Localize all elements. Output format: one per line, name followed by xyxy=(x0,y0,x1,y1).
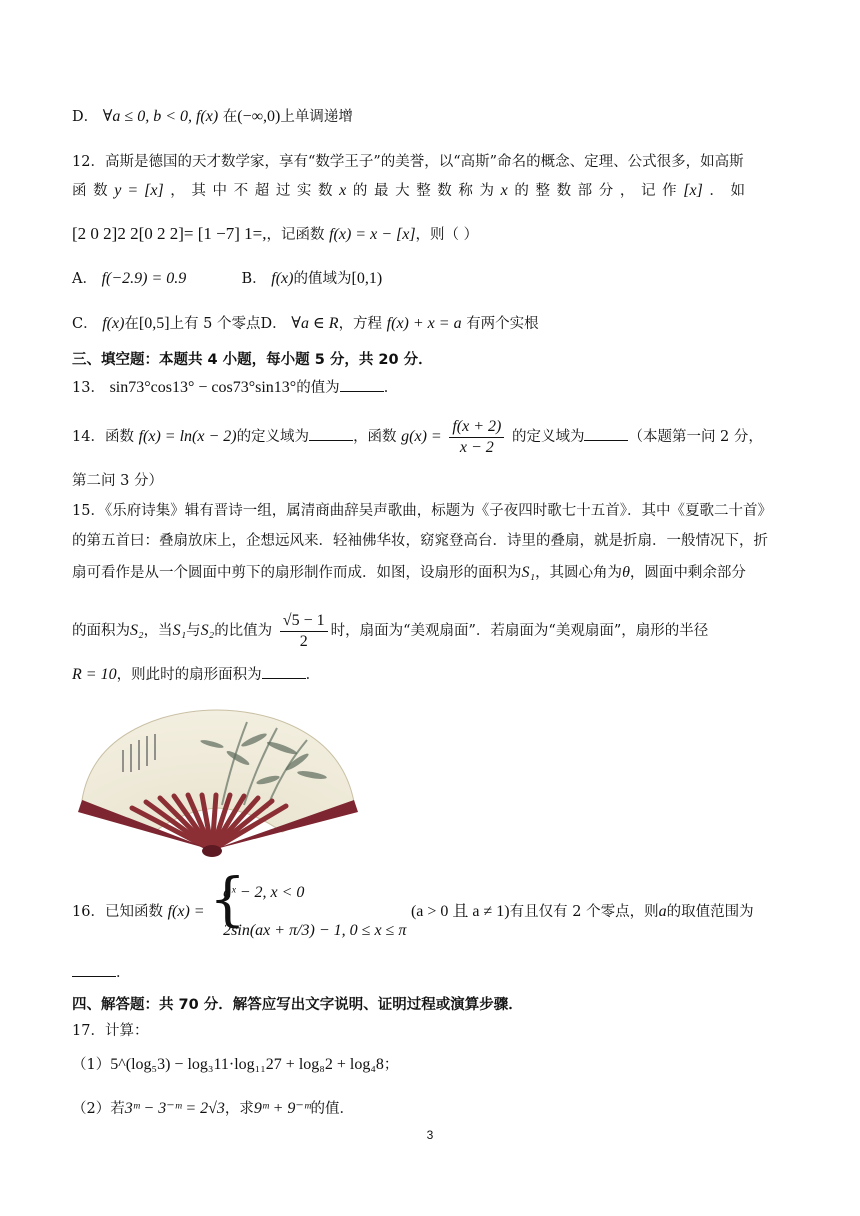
text: ，其圆心角为 xyxy=(535,565,623,581)
text: 有且仅有 2 个零点，则 xyxy=(509,904,659,920)
text: 与 xyxy=(186,623,201,639)
q15-line3 xyxy=(72,562,788,584)
math-expression: f(x) + x = a xyxy=(386,315,462,332)
fraction xyxy=(449,417,504,458)
fraction-numerator: √5 − 1 xyxy=(280,611,328,632)
q12-line1: 12．高斯是德国的天才数学家，享有“数学王子”的美誉，以“高斯”命名的概念、定理、公式很多，如高斯 xyxy=(72,154,744,170)
math-expression: f(x) xyxy=(271,270,294,287)
math-expression: 3ᵐ − 3⁻ᵐ = 2√3 xyxy=(124,1100,225,1117)
q17-part2 xyxy=(72,1098,788,1120)
text: 有两个实根 xyxy=(466,316,539,332)
text: 时，扇面为“美观扇面”．若扇面为“美观扇面”，扇形的半径 xyxy=(330,623,709,639)
q12-options-cd xyxy=(72,313,788,335)
option-label: B． xyxy=(241,271,267,287)
option-label: C． xyxy=(72,316,98,332)
answer-blank[interactable] xyxy=(72,962,116,977)
math-var: S₁ xyxy=(172,622,187,639)
math-var: S₂ xyxy=(130,622,144,639)
fan-pivot xyxy=(202,845,222,857)
text: 的定义域为 xyxy=(236,429,310,445)
text: 的 整 数 部 分 ， 记 作 xyxy=(514,183,677,199)
text: ． xyxy=(383,380,399,396)
math-var: a xyxy=(658,903,667,920)
option-11d xyxy=(72,106,788,128)
math-expression: g(x) = xyxy=(401,428,442,445)
math-expression: f(x) = x − [x] xyxy=(329,226,416,243)
q14-line1 xyxy=(72,414,788,462)
text: 的定义域为 xyxy=(511,429,585,445)
math-var: θ xyxy=(622,564,630,581)
answer-blank[interactable] xyxy=(340,377,384,392)
q15-line5 xyxy=(72,664,788,686)
q12-line2 xyxy=(72,180,788,202)
text: 的 最 大 整 数 称 为 xyxy=(352,183,495,199)
text: 的比值为 xyxy=(214,623,273,639)
math-var: x xyxy=(500,182,508,199)
math-expression: f(−2.9) = 0.9 xyxy=(101,270,187,287)
part-label: （1） xyxy=(72,1057,111,1073)
math-expression: f(x) = ln(x − 2) xyxy=(138,428,237,445)
q12-line3 xyxy=(72,223,788,246)
q16-line2 xyxy=(72,962,788,984)
math-expression: R = 10 xyxy=(72,666,117,683)
part-label: （2）若 xyxy=(72,1101,125,1117)
answer-blank[interactable] xyxy=(262,664,306,679)
math-interval: [0,5] xyxy=(138,315,170,332)
math-interval: (−∞,0) xyxy=(237,108,281,125)
text: 上有 5 个零点 xyxy=(169,316,261,332)
text: 函 数 xyxy=(72,183,108,199)
q17-part1 xyxy=(72,1054,788,1076)
text: ，方程 xyxy=(338,316,383,332)
brace: { xyxy=(209,865,247,933)
q15-line2: 的第五首曰：叠扇放床上，企想远风来．轻袖佛华妆，窈窕登高台．诗里的叠扇，就是折扇．一般情况下，折 xyxy=(72,533,768,549)
q12-options-ab xyxy=(72,268,788,290)
option-label: D． xyxy=(72,109,99,125)
math-var: x xyxy=(339,182,347,199)
text: （本题第一问 2 分， xyxy=(628,429,763,445)
math-expression: y = [x] xyxy=(114,182,164,199)
text: ，圆面中剩余部分 xyxy=(629,565,746,581)
math-expression: 5^(log₅3) − log₃11·log₁₁27 + log₈2 + log₄8 xyxy=(110,1056,384,1073)
fraction xyxy=(280,611,328,652)
q16-line1 xyxy=(72,865,788,952)
text: 的取值范围为 xyxy=(666,904,754,920)
math-expression: f(x) = xyxy=(167,903,205,920)
section-heading: 四、解答题：共 70 分．解答应写出文字说明、证明过程或演算步骤． xyxy=(72,997,523,1013)
text: ； xyxy=(383,1057,399,1073)
question-number: 14．函数 xyxy=(72,429,134,445)
text: 扇可看作是从一个圆面中剪下的扇形制作而成．如图，设扇形的面积为 xyxy=(72,565,522,581)
option-label: D． xyxy=(260,316,287,332)
question-number: 13． xyxy=(72,380,105,396)
math-expression: sin73°cos13° − cos73°sin13° xyxy=(109,379,297,396)
text: ， 其 中 不 超 过 实 数 xyxy=(170,183,333,199)
piecewise-case: 2sin(ax + π/3) − 1, 0 ≤ x ≤ π xyxy=(223,922,407,939)
math-expression: f(x) xyxy=(102,315,125,332)
option-text: 在 xyxy=(222,109,238,125)
text: ，则（ ） xyxy=(415,227,479,243)
answer-blank[interactable] xyxy=(584,426,628,441)
math-condition: (a > 0 且 a ≠ 1) xyxy=(410,903,510,920)
q15-line1: 15．《乐府诗集》辑有晋诗一组，属清商曲辞吴声歌曲，标题为《子夜四时歌七十五首》．其中《夏歌二十首》 xyxy=(72,503,772,519)
q13 xyxy=(72,377,788,399)
text: ，当 xyxy=(143,623,173,639)
math-interval: [0,1) xyxy=(351,270,383,287)
q14-line2: 第二问 3 分） xyxy=(72,473,163,489)
text: 的值． xyxy=(310,1101,354,1117)
text: ． xyxy=(305,667,321,683)
text: ，则此时的扇形面积为 xyxy=(116,667,262,683)
text: 在 xyxy=(124,316,139,332)
math-var: S₂ xyxy=(200,622,215,639)
math-var: S₁ xyxy=(521,564,536,581)
question-number: 16．已知函数 xyxy=(72,904,163,920)
text: ． xyxy=(116,965,131,981)
math-expression: [x] xyxy=(683,182,703,199)
section-heading: 三、填空题：本题共 4 小题，每小题 5 分，共 20 分． xyxy=(72,352,433,368)
fraction-denominator: x − 2 xyxy=(459,438,494,456)
q15-line4 xyxy=(72,608,788,656)
answer-blank[interactable] xyxy=(309,426,353,441)
piecewise-case: aˣ − 2, x < 0 xyxy=(223,884,305,901)
math-expression: 9ᵐ + 9⁻ᵐ xyxy=(253,1100,311,1117)
piecewise-function xyxy=(209,865,407,950)
text: 的值域为 xyxy=(293,271,352,287)
text: ，求 xyxy=(224,1101,254,1117)
text: 的值为 xyxy=(296,380,340,396)
q17-title: 17．计算： xyxy=(72,1023,149,1039)
text: ，记函数 xyxy=(266,227,325,243)
text: 的面积为 xyxy=(72,623,130,639)
fraction-numerator: f(x + 2) xyxy=(449,417,504,438)
math-expression: ∀a ∈ R xyxy=(291,315,339,332)
page-number: 3 xyxy=(426,1128,434,1142)
fraction-denominator: 2 xyxy=(299,632,308,650)
folding-fan-image xyxy=(72,700,362,860)
option-text: 上单调递增 xyxy=(280,109,353,125)
option-label: A． xyxy=(72,271,97,287)
text: ． 如 xyxy=(709,183,746,199)
text: ，函数 xyxy=(353,429,397,445)
math-garbled: [2 0 2]2 2[0 2 2]= [1 −7] 1=, xyxy=(72,224,267,243)
math-expression: ∀a ≤ 0, b < 0, f(x) xyxy=(102,108,219,125)
